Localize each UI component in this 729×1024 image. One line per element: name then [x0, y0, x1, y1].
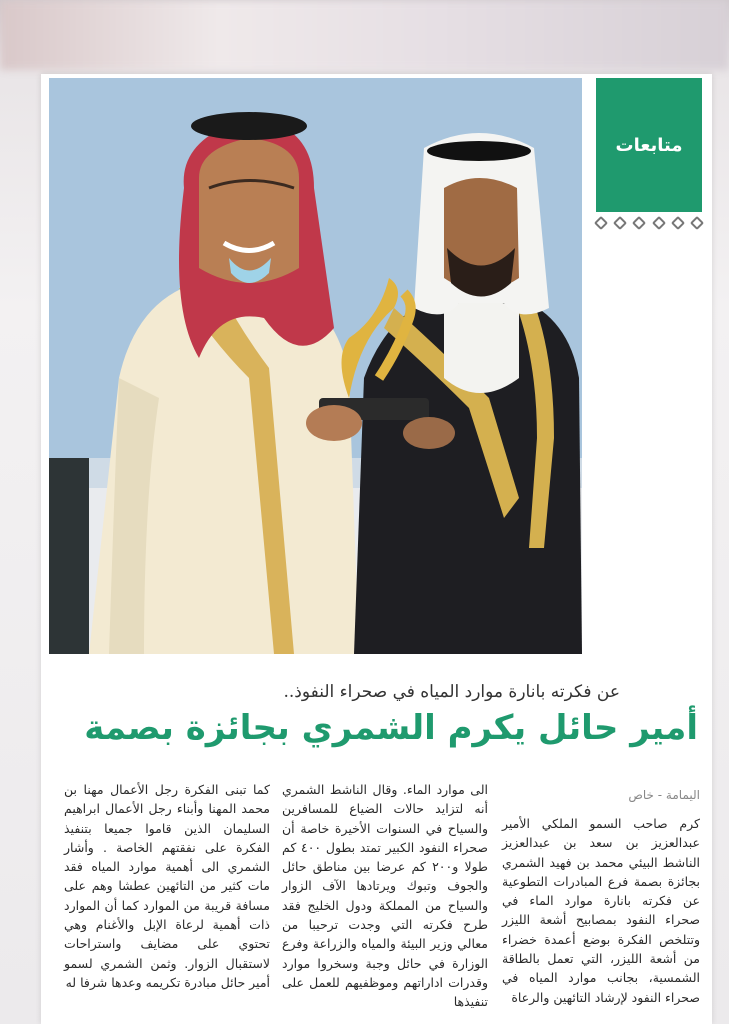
section-label-box: [596, 78, 702, 212]
article-column-1: [502, 792, 700, 1007]
column-1-text: كرم صاحب السمو الملكي الأمير عبدالعزيز بن سعد بن عبدالعزيز الناشط البيئي محمد بن فهيد الشمري بجائزة بصمة فرع المبادرات التطوعية عن فكرته بانارة موارد الماء في صحراء النفود بمصابيح أشعة الليزر وتتلخص الفكرة بوضع أعمدة خضراء من أشعة الليزر، التي تعمل بالطاقة الشمسية، بجانب موارد المياه في صحراء النفود لإرشاد التائهين والرعاة: [502, 816, 700, 1005]
article-column-3: [64, 780, 270, 992]
headline-subtitle: عن فكرته بانارة موارد المياه في صحراء النفوذ..: [283, 682, 620, 702]
headline-title: أمير حائل يكرم الشمري بجائزة بصمة: [84, 708, 698, 748]
article-column-2: [282, 780, 488, 1012]
award-photo: [49, 78, 582, 654]
ornament-diamond: [690, 216, 704, 230]
ornament-diamond: [671, 216, 685, 230]
ornament-diamond: [651, 216, 665, 230]
column-2-text: الى موارد الماء. وقال الناشط الشمري أنه لتزايد حالات الضياع للمسافرين والسياح في السنوات الأخيرة خاصة أن صحراء النفود الكبير تمتد بطول ٤٠٠ كم طولا و٢٠٠ كم عرضا بين مناطق حائل والجوف وتبوك ويرتادها الآف الزوار والسياح من المملكة ودول الخليج فقد طرح فكرته التي وجدت ترحيبا من معالي وزير البيئة والمياه والزراعة وفرع الوزارة في حائل وجبة وسخروا موارد وقدرات اداراتهم وموظفيهم للعمل على تنفيذها: [282, 782, 489, 1010]
ornament-diamond: [594, 216, 608, 230]
section-ornament: [596, 216, 702, 230]
background-blur: [0, 0, 729, 70]
section-label: متابعات: [615, 134, 683, 156]
magazine-page: [41, 74, 712, 1024]
ornament-diamond: [632, 216, 646, 230]
byline: اليمامة - خاص: [628, 788, 700, 802]
column-3-text: كما تبنى الفكرة رجل الأعمال مهنا بن محمد المهنا وأبناء رجل الأعمال ابراهيم السليمان الذين قاموا جميعا بتنفيذ الفكرة على نفقتهم الخاصة . وأشار الشمري الى أهمية موارد المياه فقد مات كثير من التائهين عطشا وهم على مسافة قريبة من الموارد كما أن الموارد ذات أهمية لرعاة الإبل والأغنام وهي تحتوي على مضايف واستراحات لاستقبال الزوار. وثمن الشمري لسمو أمير حائل مبادرة تكريمه وعدها شرفا له: [64, 782, 270, 990]
ornament-diamond: [613, 216, 627, 230]
award-photo-illustration: [49, 78, 582, 654]
